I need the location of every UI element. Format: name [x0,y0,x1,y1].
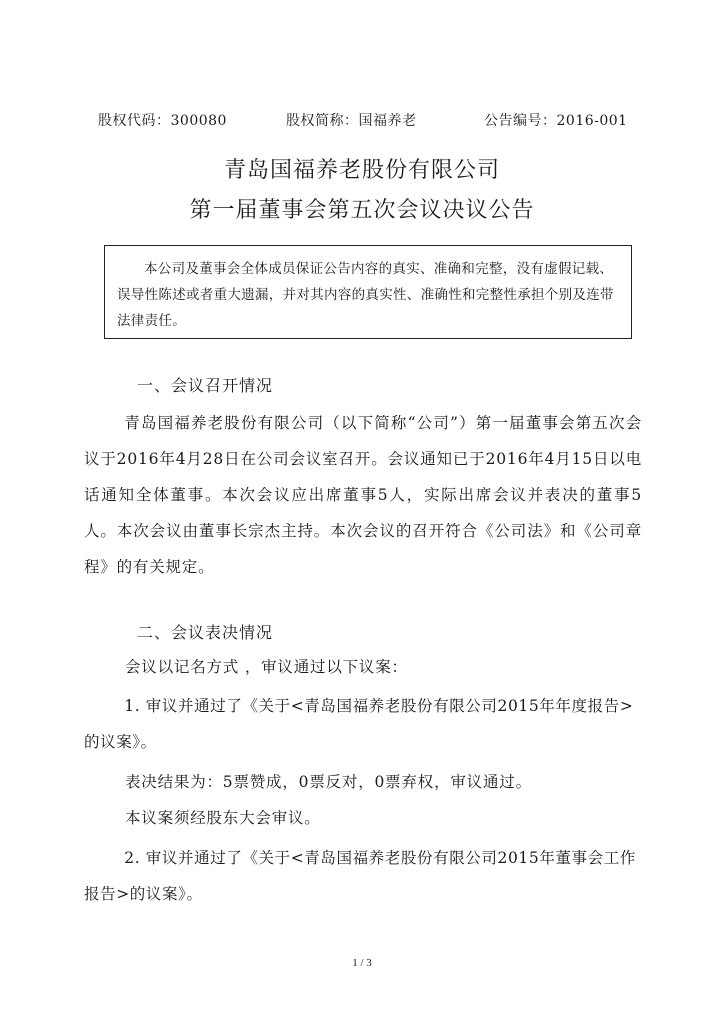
resolution-1-review-note: 本议案须经股东大会审议。 [125,809,321,827]
section-heading-voting: 二、会议表决情况 [137,623,274,642]
announcement-number: 公告编号：2016-001 [484,113,628,129]
voting-intro: 会议以记名方式 ，审议通过以下议案： [125,658,408,676]
resolution-item-1: 1. 审议并通过了《关于<青岛国福养老股份有限公司2015年年度报告>的议案》。 [84,697,634,751]
company-title: 青岛国福养老股份有限公司 [223,158,500,183]
resolution-1-result: 表决结果为：5票赞成，0票反对，0票弃权，审议通过。 [125,773,532,791]
meeting-paragraph: 青岛国福养老股份有限公司（以下简称“公司”）第一届董事会第五次会议于2016年4月28日在公司会议室召开。会议通知已于2016年4月15日以电话通知全体董事。本次会议应出席董事5人，实际出席会议并表决的董事5人。本次会议由董事长宗杰主持。本次会议的召开符合《公司法》和《公司章程》的有关规定。 [84,414,642,576]
announcement-title: 第一届董事会第五次会议决议公告 [189,198,535,223]
resolution-item-2: 2. 审议并通过了《关于<青岛国福养老股份有限公司2015年董事会工作报告>的议案》。 [84,849,636,903]
disclaimer-text: 本公司及董事会全体成员保证公告内容的真实、准确和完整，没有虚假记载、误导性陈述或者重大遗漏，并对其内容的真实性、准确性和完整性承担个别及连带法律责任。 [117,261,614,329]
disclaimer-box [104,245,632,339]
stock-abbreviation: 股权简称：国福养老 [286,113,417,129]
page-number: 1 / 3 [352,957,372,969]
section-heading-meeting: 一、会议召开情况 [137,376,274,395]
stock-code: 股权代码：300080 [98,113,227,129]
